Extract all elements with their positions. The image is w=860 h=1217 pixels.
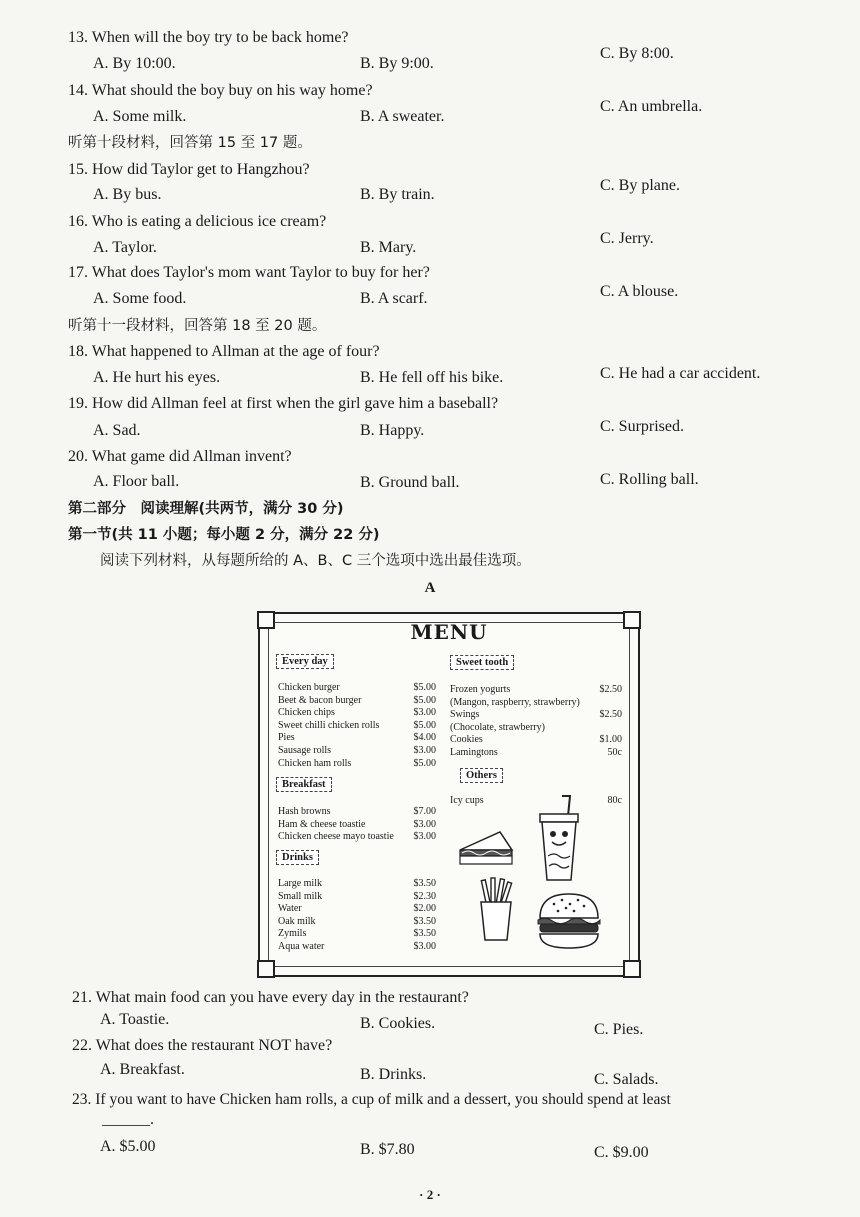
question-23-blank: ______. [102, 1111, 154, 1128]
option-16c: C. Jerry. [600, 230, 654, 247]
menu-section-sweet-tooth: Sweet tooth [450, 655, 514, 670]
option-15a: A. By bus. [93, 186, 162, 203]
option-22b: B. Drinks. [360, 1066, 427, 1083]
menu-item-name: Sweet chilli chicken rolls [278, 719, 380, 731]
option-15b: B. By train. [360, 186, 435, 203]
option-16a: A. Taylor. [93, 239, 157, 256]
option-16b: B. Mary. [360, 239, 417, 256]
question-21: 21. What main food can you have every day in the restaurant? [72, 989, 469, 1006]
menu-item-name: Water [278, 903, 302, 915]
question-22: 22. What does the restaurant NOT have? [72, 1037, 333, 1054]
option-22a: A. Breakfast. [100, 1061, 185, 1078]
menu-item-name: Lamingtons [450, 747, 498, 758]
question-17: 17. What does Taylor's mom want Taylor to buy for her? [68, 264, 430, 281]
menu-item-name: Chicken cheese mayo toastie [278, 831, 394, 843]
option-17b: B. A scarf. [360, 290, 428, 307]
part-2-heading: 第二部分 阅读理解(共两节，满分 30 分) [68, 501, 344, 517]
menu-item-price: $1.00 [599, 734, 622, 746]
option-13b: B. By 9:00. [360, 55, 434, 72]
menu-item-name: Oak milk [278, 915, 316, 927]
menu-item-price: $3.00 [413, 745, 436, 756]
part-2-section-1-heading: 第一节(共 11 小题；每小题 2 分，满分 22 分) [68, 527, 380, 543]
menu-item-price: $7.00 [413, 806, 436, 817]
option-23c: C. $9.00 [594, 1144, 649, 1161]
option-21c: C. Pies. [594, 1021, 644, 1038]
menu-item-price: $2.30 [413, 890, 436, 902]
french-fries-icon [476, 876, 516, 942]
burger-icon [536, 890, 602, 952]
option-14c: C. An umbrella. [600, 98, 703, 115]
menu-item-price: $5.00 [413, 694, 436, 706]
drink-cup-icon [536, 794, 582, 884]
menu-item-price: $3.00 [413, 707, 436, 719]
menu-item-price: $3.50 [413, 915, 436, 927]
option-22c: C. Salads. [594, 1071, 659, 1088]
question-15: 15. How did Taylor get to Hangzhou? [68, 161, 310, 178]
menu-item-name: Cookies [450, 734, 483, 746]
menu-item-name: Beet & bacon burger [278, 694, 362, 706]
menu-item-price: $4.00 [413, 732, 436, 744]
menu-item-name: Sausage rolls [278, 745, 332, 756]
menu-item-name: (Mangon, raspberry, strawberry) [450, 696, 580, 708]
reading-instruction: 阅读下列材料，从每题所给的 A、B、C 三个选项中选出最佳选项。 [100, 553, 531, 569]
menu-item-price: 50c [607, 747, 622, 758]
menu-item-price: $3.00 [413, 831, 436, 843]
option-19a: A. Sad. [93, 422, 141, 439]
menu-section-breakfast: Breakfast [276, 777, 332, 792]
option-17c: C. A blouse. [600, 283, 679, 300]
question-23: 23. If you want to have Chicken ham rolls, a cup of milk and a dessert, you should spend at least [72, 1091, 671, 1108]
menu-item-name: Small milk [278, 890, 323, 902]
option-20c: C. Rolling ball. [600, 471, 699, 488]
section-10-heading: 听第十段材料，回答第 15 至 17 题。 [68, 135, 312, 151]
page-number: · 2 · [419, 1187, 441, 1202]
option-20b: B. Ground ball. [360, 474, 460, 491]
option-13c: C. By 8:00. [600, 45, 674, 62]
menu-item-price: $2.50 [599, 709, 622, 721]
menu-title: MENU [410, 620, 488, 644]
option-19b: B. Happy. [360, 422, 425, 439]
menu-item-name: Chicken ham rolls [278, 757, 352, 769]
menu-item-price: $3.50 [413, 928, 436, 940]
menu-item-name: Chicken chips [278, 707, 335, 719]
menu-item-price: $5.00 [413, 757, 436, 769]
menu-section-drinks: Drinks [276, 850, 319, 865]
menu-item-price: $2.50 [599, 684, 622, 695]
menu-section-others: Others [460, 768, 503, 783]
menu-item-price: $3.50 [413, 878, 436, 889]
menu-corner-ornament [623, 960, 641, 978]
option-21a: A. Toastie. [100, 1011, 170, 1028]
option-18c: C. He had a car accident. [600, 365, 761, 382]
option-21b: B. Cookies. [360, 1015, 436, 1032]
option-23a: A. $5.00 [100, 1138, 156, 1155]
question-19: 19. How did Allman feel at first when the girl gave him a baseball? [68, 395, 499, 412]
option-20a: A. Floor ball. [93, 473, 180, 490]
option-15c: C. By plane. [600, 177, 680, 194]
menu-item-name: Ham & cheese toastie [278, 818, 366, 830]
option-14b: B. A sweater. [360, 108, 445, 125]
menu-item-name: Swings [450, 709, 480, 721]
option-17a: A. Some food. [93, 290, 187, 307]
menu-card [258, 612, 640, 977]
sandwich-icon [456, 828, 516, 870]
option-23b: B. $7.80 [360, 1141, 415, 1158]
question-18: 18. What happened to Allman at the age of four? [68, 343, 380, 360]
question-13: 13. When will the boy try to be back home? [68, 29, 349, 46]
menu-item-price: $3.00 [413, 941, 436, 952]
menu-item-name: Chicken burger [278, 682, 340, 693]
menu-item-name: Icy cups [450, 795, 484, 806]
question-14: 14. What should the boy buy on his way home? [68, 82, 373, 99]
menu-item-price: $2.00 [413, 903, 436, 915]
menu-item-price: $3.00 [413, 818, 436, 830]
menu-item-price: $5.00 [413, 682, 436, 693]
passage-label: A [424, 580, 436, 596]
menu-item-name: Zymils [278, 928, 307, 940]
option-13a: A. By 10:00. [93, 55, 176, 72]
menu-item-name: Large milk [278, 878, 322, 889]
menu-section-every-day: Every day [276, 654, 334, 669]
question-16: 16. Who is eating a delicious ice cream? [68, 213, 327, 230]
menu-corner-ornament [257, 960, 275, 978]
menu-item-name: Frozen yogurts [450, 684, 511, 695]
menu-item-price: $5.00 [413, 719, 436, 731]
menu-item-name: Pies [278, 732, 295, 744]
menu-item-name: Hash browns [278, 806, 331, 817]
menu-item-price: 80c [607, 795, 622, 806]
option-19c: C. Surprised. [600, 418, 684, 435]
option-18b: B. He fell off his bike. [360, 369, 504, 386]
question-20: 20. What game did Allman invent? [68, 448, 292, 465]
option-14a: A. Some milk. [93, 108, 187, 125]
menu-item-name: Aqua water [278, 941, 325, 952]
menu-item-name: (Chocolate, strawberry) [450, 721, 545, 733]
section-11-heading: 听第十一段材料，回答第 18 至 20 题。 [68, 318, 327, 334]
option-18a: A. He hurt his eyes. [93, 369, 221, 386]
